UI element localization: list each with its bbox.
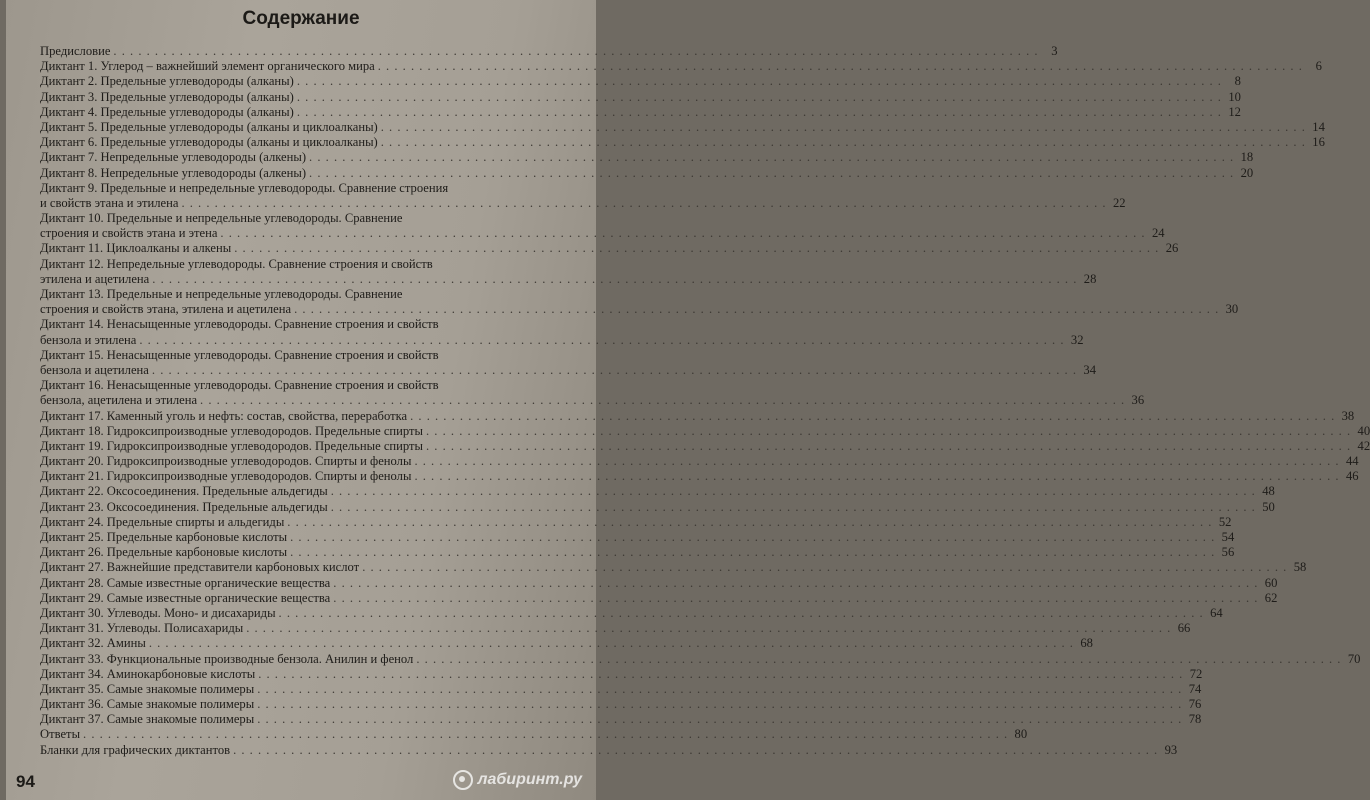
toc-entry-page: 46 [1345, 469, 1359, 484]
toc-entry-title: Диктант 30. Углеводы. Моно- и дисахариды [40, 605, 276, 620]
toc-entry-page: 80 [1014, 727, 1028, 742]
dot-leader [257, 697, 1182, 712]
toc-entry-title: Диктант 7. Непредельные углеводороды (алкены) [40, 150, 307, 165]
toc-entry [40, 150, 1254, 165]
toc-entry-page: 40 [1357, 423, 1370, 438]
toc-entry [40, 621, 1191, 636]
dot-leader [234, 241, 1159, 256]
toc-entry [40, 378, 1145, 408]
toc-entry-title: Диктант 26. Предельные карбоновые кислоты [40, 545, 288, 560]
toc-entry-title: Диктант 36. Самые знакомые полимеры [40, 697, 255, 712]
dot-leader [152, 363, 1077, 378]
dot-leader [378, 59, 1303, 74]
dot-leader [233, 743, 1158, 758]
dot-leader [426, 439, 1351, 454]
toc-entry-title: Диктант 5. Предельные углеводороды (алканы и циклоалканы) [40, 119, 378, 134]
toc-entry-title: Диктант 16. Ненасыщенные углеводороды. Сравнение строения и свойств [40, 378, 439, 393]
toc-entry-page: 20 [1240, 165, 1254, 180]
toc-entry-title-continued: этилена и ацетилена [40, 271, 150, 286]
toc-entry [40, 697, 1202, 712]
toc-entry [40, 590, 1278, 606]
toc-entry-title-continued: бензола и ацетилена [40, 362, 149, 377]
toc-entry-title: Диктант 34. Аминокарбоновые кислоты [40, 666, 256, 681]
toc-entry [40, 742, 1178, 758]
toc-entry-title: Диктант 6. Предельные углеводороды (алканы и циклоалканы) [40, 135, 378, 150]
toc-entry [40, 651, 1361, 667]
toc-entry-title-continued: бензола и этилена [40, 332, 137, 347]
toc-entry [40, 135, 1325, 150]
dot-leader [410, 409, 1335, 424]
toc-entry-title: Диктант 17. Каменный уголь и нефть: состав, свойства, переработка [40, 408, 408, 423]
toc-entry [40, 499, 1275, 515]
toc-entry [40, 530, 1235, 545]
toc-entry [40, 256, 1097, 287]
toc-entry [40, 59, 1322, 74]
dot-leader [152, 272, 1077, 287]
toc-entry-title: Диктант 28. Самые известные органические вещества [40, 575, 331, 590]
toc-entry-title: Диктант 3. Предельные углеводороды (алканы) [40, 89, 294, 104]
toc-entry-title: Диктант 15. Ненасыщенные углеводороды. Сравнение строения и свойств [40, 347, 439, 362]
toc-entry-title: Диктант 11. Циклоалканы и алкены [40, 241, 232, 256]
toc-entry-title-continued: строения и свойств этана, этилена и ацетилена [40, 302, 292, 317]
dot-leader [287, 515, 1212, 530]
toc-entry [40, 454, 1359, 469]
toc-entry [40, 712, 1202, 727]
toc-entry-page: 8 [1234, 74, 1241, 89]
toc-entry-page: 16 [1312, 135, 1325, 150]
toc-entry-title: Диктант 10. Предельные и непредельные углеводороды. Сравнение [40, 211, 403, 226]
toc-entry-page: 48 [1262, 484, 1275, 499]
toc-entry-title: Диктант 23. Оксосоединения. Предельные альдегиды [40, 499, 328, 514]
toc-entry [40, 211, 1165, 241]
dot-leader [381, 120, 1306, 135]
toc-entry-title: Диктант 1. Углерод – важнейший элемент органического мира [40, 59, 375, 74]
toc-entry-page: 34 [1083, 362, 1096, 377]
toc-entry [40, 636, 1093, 651]
toc-entry-page: 76 [1188, 697, 1202, 712]
dot-leader [290, 530, 1215, 545]
toc-entry-title: Диктант 8. Непредельные углеводороды (алкены) [40, 165, 307, 180]
toc-entry [40, 605, 1223, 621]
toc-entry-title: Диктант 20. Гидроксипроизводные углеводородов. Спирты и фенолы [40, 454, 412, 469]
dot-leader [149, 636, 1074, 651]
toc-entry-title: Диктант 32. Амины [40, 636, 146, 651]
toc-entry [40, 681, 1202, 697]
toc-entry [40, 74, 1241, 89]
dot-leader [83, 727, 1008, 742]
toc-entry-page: 18 [1240, 150, 1254, 165]
dot-leader [294, 302, 1219, 317]
toc-entry-page: 36 [1131, 393, 1145, 408]
dot-leader [331, 484, 1256, 499]
toc-entry-title-continued: бензола, ацетилена и этилена [40, 393, 198, 408]
labirint-logo-icon [453, 770, 473, 790]
toc-entry [40, 165, 1254, 181]
toc-entry-page: 42 [1357, 438, 1370, 453]
toc-entry-page: 44 [1345, 454, 1359, 469]
toc-entry-title: Предисловие [40, 44, 111, 58]
dot-leader [416, 652, 1341, 667]
toc-entry [40, 104, 1241, 120]
toc-entry-page: 78 [1188, 712, 1202, 727]
dot-leader [414, 454, 1339, 469]
toc-entry-page: 56 [1221, 545, 1235, 560]
toc-entry [40, 180, 1126, 211]
toc-entry [40, 89, 1241, 105]
dot-leader [331, 500, 1256, 515]
dot-leader [220, 226, 1145, 241]
toc-entry-title: Диктант 29. Самые известные органические вещества [40, 590, 331, 605]
toc-entry-title: Бланки для графических диктантов [40, 742, 231, 757]
toc-entry-page: 6 [1315, 59, 1322, 74]
toc-entry-title: Диктант 21. Гидроксипроизводные углеводородов. Спирты и фенолы [40, 469, 412, 484]
toc-entry [40, 514, 1232, 530]
dot-leader [297, 74, 1222, 89]
toc-entry [40, 44, 1058, 59]
toc-entry-page: 54 [1221, 530, 1235, 544]
toc-entry [40, 438, 1370, 454]
toc-entry [40, 575, 1278, 591]
toc-entry [40, 317, 1084, 347]
toc-entry [40, 469, 1359, 484]
dot-leader [257, 712, 1182, 727]
toc-entry [40, 484, 1275, 499]
toc-entry-page: 24 [1151, 226, 1165, 241]
toc-entry-page: 64 [1210, 605, 1223, 620]
toc-entry-page: 68 [1080, 636, 1093, 651]
dot-leader [139, 333, 1064, 348]
toc-entry-page: 30 [1225, 302, 1239, 317]
dot-leader [297, 90, 1222, 105]
toc-entry-title: Диктант 13. Предельные и непредельные углеводороды. Сравнение [40, 287, 403, 301]
toc-entry-title: Ответы [40, 727, 81, 742]
toc-entry-title: Диктант 22. Оксосоединения. Предельные альдегиды [40, 484, 328, 499]
watermark-text: лабиринт.ру [477, 771, 582, 788]
page-title: Содержание [242, 8, 360, 29]
dot-leader [258, 667, 1183, 682]
dot-leader [181, 196, 1106, 211]
toc-entry-page: 14 [1312, 119, 1325, 134]
toc-entry-title: Диктант 18. Гидроксипроизводные углеводородов. Предельные спирты [40, 423, 423, 438]
toc-entry-title: Диктант 14. Ненасыщенные углеводороды. Сравнение строения и свойств [40, 317, 439, 332]
toc-entry-page: 58 [1293, 560, 1307, 575]
dot-leader [309, 166, 1234, 181]
toc-entry-page: 52 [1218, 514, 1232, 529]
dot-leader [246, 621, 1171, 636]
dot-leader [414, 469, 1339, 484]
toc-entry [40, 119, 1325, 135]
toc-entry-page: 28 [1083, 271, 1097, 286]
toc-entry-title-continued: строения и свойств этана и этена [40, 226, 218, 241]
dot-leader [309, 150, 1234, 165]
toc-entry-title: Диктант 4. Предельные углеводороды (алканы) [40, 104, 294, 119]
dot-leader [333, 591, 1258, 606]
book-page [6, 0, 1370, 800]
toc-entry-title: Диктант 27. Важнейшие представители карбоновых кислот [40, 560, 360, 575]
toc-entry-title: Диктант 33. Функциональные производные бензола. Анилин и фенол [40, 651, 414, 666]
dot-leader [381, 135, 1306, 150]
toc-entry [40, 241, 1179, 256]
toc-entry-page: 70 [1347, 651, 1361, 666]
dot-leader [290, 545, 1215, 560]
toc-entry-title-continued: и свойств этана и этилена [40, 195, 179, 210]
dot-leader [297, 105, 1222, 120]
toc-entry-page: 74 [1188, 681, 1202, 696]
toc-entry-page: 93 [1164, 742, 1178, 757]
toc-entry-title: Диктант 24. Предельные спирты и альдегиды [40, 514, 285, 529]
table-of-contents [40, 44, 1370, 758]
dot-leader [113, 44, 1038, 59]
toc-entry-page: 60 [1264, 575, 1278, 590]
toc-entry-title: Диктант 12. Непредельные углеводороды. Сравнение строения и свойств [40, 256, 433, 271]
toc-entry-title: Диктант 19. Гидроксипроизводные углеводородов. Предельные спирты [40, 438, 423, 453]
toc-entry-title: Диктант 35. Самые знакомые полимеры [40, 681, 255, 696]
toc-entry-title: Диктант 25. Предельные карбоновые кислоты [40, 530, 288, 544]
toc-entry-page: 3 [1051, 44, 1058, 58]
toc-entry [40, 423, 1370, 439]
toc-entry [40, 545, 1235, 560]
toc-entry-page: 66 [1177, 621, 1191, 636]
toc-entry [40, 347, 1096, 378]
toc-entry [40, 560, 1307, 575]
dot-leader [279, 606, 1204, 621]
toc-entry [40, 287, 1239, 317]
toc-entry-page: 26 [1165, 241, 1179, 256]
dot-leader [200, 393, 1125, 408]
toc-entry [40, 727, 1028, 742]
toc-entry-title: Диктант 9. Предельные и непредельные углеводороды. Сравнение строения [40, 180, 449, 195]
toc-entry-page: 22 [1112, 195, 1126, 210]
dot-leader [257, 682, 1182, 697]
page-number: 94 [16, 772, 35, 791]
watermark [453, 770, 582, 790]
dot-leader [333, 576, 1258, 591]
toc-entry-title: Диктант 37. Самые знакомые полимеры [40, 712, 255, 727]
toc-entry-title: Диктант 31. Углеводы. Полисахариды [40, 621, 244, 636]
toc-entry-page: 62 [1264, 590, 1278, 605]
dot-leader [362, 560, 1287, 575]
toc-entry-page: 72 [1189, 666, 1203, 681]
toc-entry [40, 666, 1203, 682]
toc-entry-page: 32 [1070, 332, 1084, 347]
toc-entry [40, 408, 1355, 424]
toc-entry-page: 10 [1228, 89, 1241, 104]
toc-entry-page: 50 [1262, 499, 1275, 514]
toc-entry-page: 38 [1341, 408, 1355, 423]
dot-leader [426, 424, 1351, 439]
toc-entry-title: Диктант 2. Предельные углеводороды (алканы) [40, 74, 294, 89]
toc-entry-page: 12 [1228, 104, 1241, 119]
